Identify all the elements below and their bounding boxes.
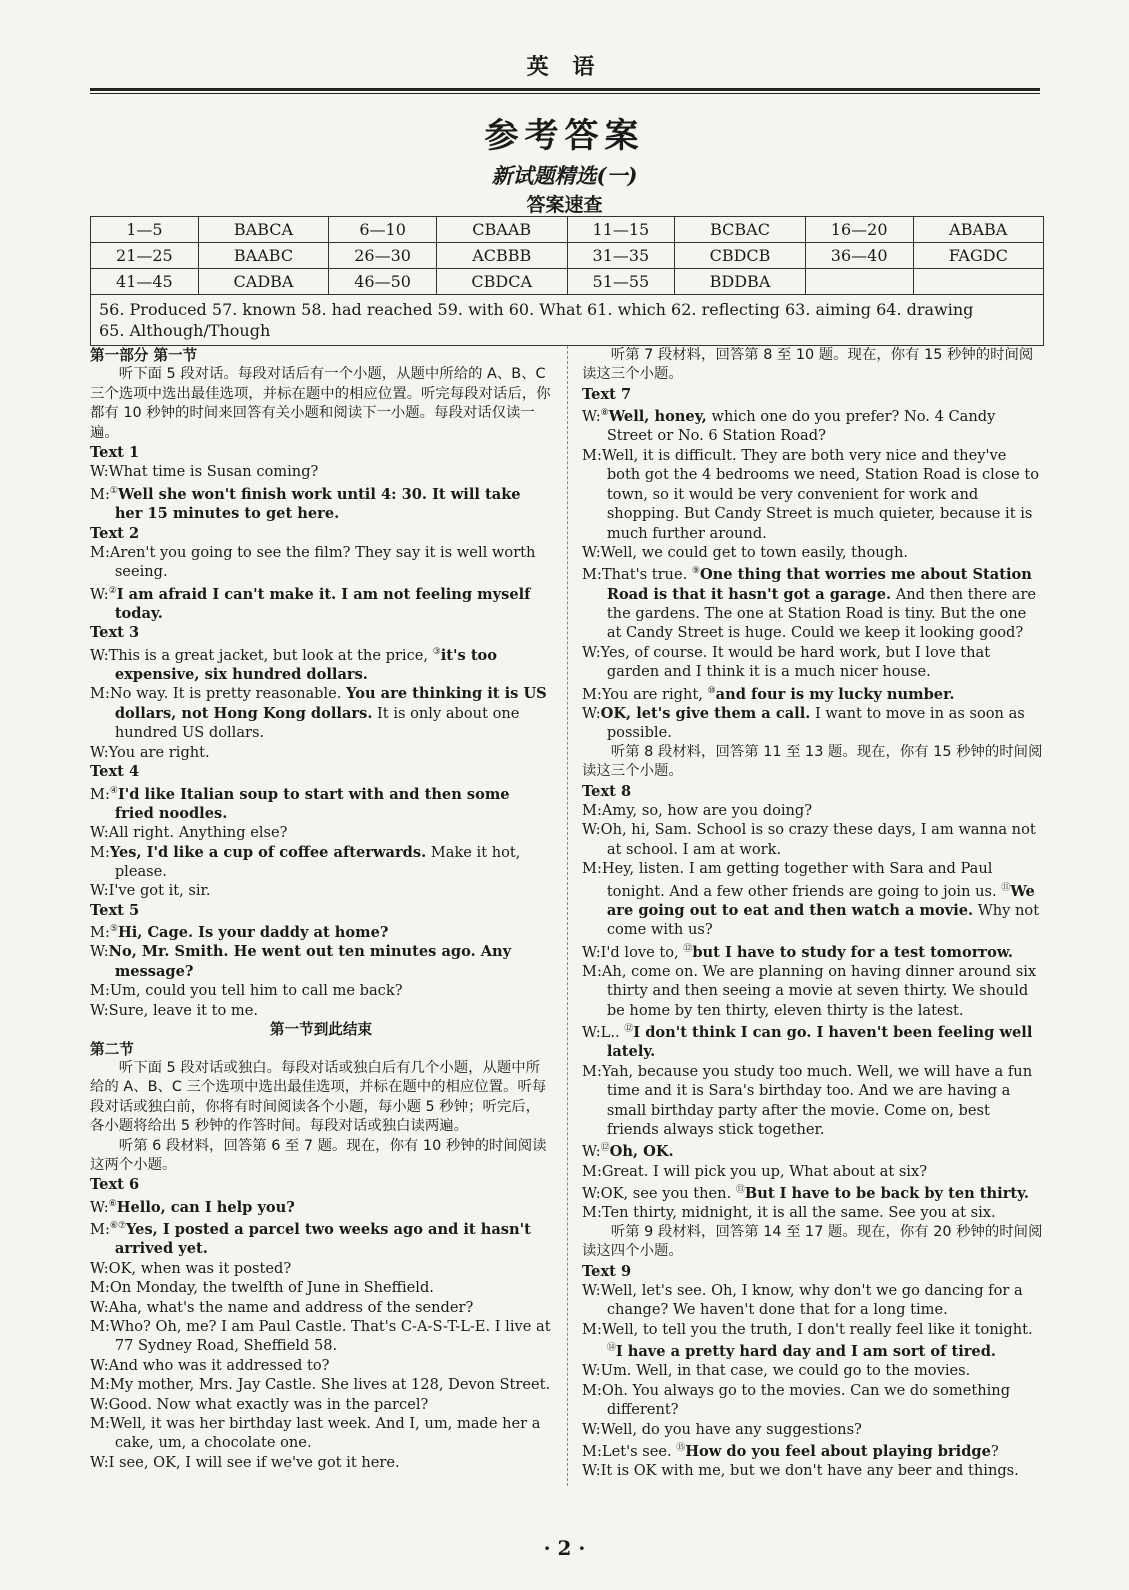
instruction-text: 听下面 5 段对话或独白。每段对话或独白后有几个小题，从题中所给的 A、B、C 三个选项中选出最佳选项，并标在题中的相应位置。听每段对话或独白前，你将有时间阅读各个小题，每小题 5 秒钟；听完后，各小题将给出 5 秒钟的作答时间。每段对话或独白读两遍。: [90, 1059, 547, 1135]
speaker-label: M:: [582, 446, 602, 464]
section-end-note: 第一节到此结束: [269, 1021, 373, 1039]
dialogue-line: [90, 643, 552, 685]
speaker-label: M:: [582, 566, 602, 584]
answer-key: BDDBA: [675, 269, 806, 295]
answer-range: 1—5: [91, 217, 199, 243]
answer-range: 36—40: [805, 243, 913, 269]
answer-key: [913, 269, 1043, 295]
section-subtitle: 新试题精选(一): [491, 163, 638, 188]
dialogue-line: [90, 881, 552, 900]
dialogue-line: [90, 1259, 552, 1278]
dialogue-text: which one do you prefer? No. 4 Candy Street or No. 6 Station Road?: [606, 408, 996, 445]
answer-range: 16—20: [805, 217, 913, 243]
dialogue-line: [582, 962, 1044, 1020]
speaker-label: W:: [582, 1281, 601, 1299]
dialogue-line: [582, 1139, 1044, 1161]
speaker-label: W:: [582, 543, 601, 561]
question-marker: ⑨: [691, 566, 700, 577]
dialogue-text: Great. I will pick you up, What about at six?: [601, 1162, 928, 1180]
dialogue-line: [582, 801, 1044, 820]
speaker-label: M:: [90, 485, 110, 503]
speaker-label: M:: [90, 1376, 110, 1394]
dialogue-text: Sure, leave it to me.: [108, 1001, 259, 1019]
dialogue-line: [90, 1395, 552, 1414]
answer-key: FAGDC: [913, 243, 1043, 269]
answer-range: 46—50: [329, 269, 437, 295]
dialogue-line: [90, 843, 552, 882]
dialogue-line: [582, 1439, 1044, 1461]
answer-evidence: Yes, I'd like a cup of coffee afterwards.: [109, 843, 427, 861]
speaker-label: W:: [90, 1001, 109, 1019]
dialogue-line: [90, 1278, 552, 1297]
dialogue-text: Well, let's see. Oh, I know, why don't we go dancing for a change? We haven't done that for a long time.: [600, 1281, 1023, 1319]
speaker-label: M:: [582, 1320, 602, 1338]
question-marker: ⑤: [109, 924, 118, 935]
quick-check-title: 答案速查: [526, 194, 603, 216]
text-heading: Text 8: [582, 782, 632, 800]
dialogue-text: L..: [600, 1023, 625, 1041]
dialogue-text: This is a great jacket, but look at the price,: [108, 646, 433, 664]
dialogue-text: ?: [990, 1442, 999, 1460]
answer-range: 21—25: [91, 243, 199, 269]
dialogue-text: OK, when was it posted?: [108, 1259, 292, 1277]
section-heading: 第二节: [90, 1040, 134, 1058]
dialogue-text: And then there are the gardens. The one at Station Road is tiny. But the one at Candy Street is huge. Could we keep it looking good?: [606, 585, 1037, 642]
fill-row: [91, 295, 1044, 346]
speaker-label: W:: [90, 585, 109, 603]
speaker-label: W:: [582, 821, 601, 839]
dialogue-text: My mother, Mrs. Jay Castle. She lives at 128, Devon Street.: [109, 1376, 551, 1394]
header-rule: [90, 88, 1040, 94]
answer-evidence: and four is my lucky number.: [715, 685, 955, 703]
answer-evidence: No, Mr. Smith. He went out ten minutes ago. Any message?: [108, 943, 512, 980]
text-heading: Text 1: [90, 444, 140, 462]
dialogue-text: Ten thirty, midnight, it is all the same. See you at six.: [601, 1204, 996, 1222]
dialogue-text: It is OK with me, but we don't have any beer and things.: [600, 1462, 1019, 1480]
column-divider: [567, 346, 568, 1486]
page-number: · 2 ·: [543, 1536, 586, 1560]
answer-evidence: Hello, can I help you?: [116, 1198, 295, 1216]
answer-range: 6—10: [329, 217, 437, 243]
text-heading: Text 5: [90, 901, 140, 919]
dialogue-line: [90, 981, 552, 1000]
speaker-label: W:: [90, 1298, 109, 1316]
speaker-label: W:: [582, 1143, 601, 1161]
dialogue-text: Oh. You always go to the movies. Can we do something different?: [601, 1381, 1011, 1419]
dialogue-line: [582, 1203, 1044, 1222]
question-marker: ⑥⑦: [109, 1221, 127, 1232]
dialogue-text: I've got it, sir.: [108, 882, 211, 900]
answer-row: [91, 269, 1044, 295]
answer-row: [91, 217, 1044, 243]
speaker-label: W:: [582, 1462, 601, 1480]
text-heading: Text 2: [90, 524, 140, 542]
dialogue-line: [90, 1217, 552, 1259]
section-heading: 第一部分 第一节: [90, 347, 198, 364]
speaker-label: M:: [90, 843, 110, 861]
answer-key: ABABA: [913, 217, 1043, 243]
text-heading: Text 6: [90, 1176, 140, 1194]
dialogue-line: [582, 859, 1044, 939]
dialogue-text: Ah, come on. We are planning on having dinner around six thirty and then seeing a movie at seven thirty. We should be home by ten thirty, eleven thirty is the latest.: [601, 962, 1037, 1019]
dialogue-line: [90, 823, 552, 842]
question-marker: ⑧: [600, 408, 609, 419]
question-marker: ⑭: [606, 1343, 616, 1354]
answer-key: BABCA: [198, 217, 328, 243]
speaker-label: W:: [582, 704, 601, 722]
answer-key: BAABC: [198, 243, 328, 269]
speaker-label: W:: [90, 1356, 109, 1374]
dialogue-text: Yah, because you study too much. Well, we will have a fun time and it is Sara's birthday too. And we are having a small birthday party after the movie. Come on, best friends always stick together.: [601, 1062, 1033, 1138]
answer-key: ACBBB: [436, 243, 567, 269]
dialogue-text: Yes, of course. It would be hard work, but I love that garden and I think it is a much nicer house.: [600, 643, 991, 681]
dialogue-line: [90, 1195, 552, 1217]
speaker-label: W:: [582, 1420, 601, 1438]
dialogue-line: [90, 684, 552, 742]
speaker-label: W:: [582, 1362, 601, 1380]
answer-evidence: I have a pretty hard day and I am sort of tired.: [615, 1343, 996, 1361]
dialogue-line: [90, 1453, 552, 1472]
dialogue-text: You are right,: [601, 685, 708, 703]
speaker-label: W:: [90, 1259, 109, 1277]
question-marker: ⑮: [676, 1443, 686, 1454]
instruction-text: 听第 8 段材料，回答第 11 至 13 题。现在，你有 15 秒钟的时间阅读这三个小题。: [582, 743, 1043, 780]
answer-evidence: but I have to study for a test tomorrow.: [692, 943, 1014, 961]
question-marker: ⑬: [735, 1185, 745, 1196]
question-marker: ②: [108, 585, 117, 596]
dialogue-text: Why not come with us?: [606, 901, 1040, 939]
dialogue-text: I want to move in as soon as possible.: [606, 704, 1025, 742]
fill-line: 56. Produced 57. known 58. had reached 59. with 60. What 61. which 62. reflecting 63. aiming 64. drawing: [99, 300, 974, 319]
answer-row: [91, 243, 1044, 269]
dialogue-text: I'd love to,: [600, 943, 684, 961]
dialogue-text: Um, could you tell him to call me back?: [109, 982, 403, 1000]
dialogue-line: [90, 582, 552, 624]
dialogue-line: [582, 1320, 1044, 1362]
speaker-label: M:: [582, 860, 602, 878]
speaker-label: M:: [582, 1062, 602, 1080]
speaker-label: M:: [90, 543, 110, 561]
dialogue-text: I see, OK, I will see if we've got it here.: [108, 1453, 400, 1471]
instruction-text: 听第 6 段材料，回答第 6 至 7 题。现在，你有 10 秒钟的时间阅读这两个小题。: [90, 1137, 547, 1173]
dialogue-line: [90, 543, 552, 582]
answer-evidence: We are going out to eat and then watch a movie.: [606, 882, 1035, 919]
dialogue-text: Well, it was her birthday last week. And I, um, made her a cake, um, a chocolate one.: [109, 1414, 541, 1452]
dialogue-text: Make it hot, please.: [114, 843, 521, 880]
question-marker: ⑫: [600, 1143, 610, 1154]
fill-line: 65. Although/Though: [99, 321, 271, 340]
answer-evidence: You are thinking it is US dollars, not Hong Kong dollars.: [114, 685, 547, 722]
dialogue-line: [582, 1381, 1044, 1420]
answer-key: CBAAB: [436, 217, 567, 243]
text-heading: Text 7: [582, 385, 632, 403]
dialogue-text: Well, we could get to town easily, though.: [600, 543, 909, 561]
answer-range: 11—15: [567, 217, 675, 243]
dialogue-line: [90, 942, 552, 981]
dialogue-line: [582, 1281, 1044, 1320]
dialogue-text: Well, it is difficult. They are both very nice and they've both got the 4 bedrooms we need, Station Road is close to town, so it would be very convenient for work and shopping. But Candy Street is much quieter, because it is much further around.: [601, 446, 1040, 542]
answer-evidence: I don't think I can go. I haven't been feeling well lately.: [606, 1023, 1033, 1061]
answer-range: 26—30: [329, 243, 437, 269]
answer-evidence: Yes, I posted a parcel two weeks ago and it hasn't arrived yet.: [114, 1220, 531, 1258]
dialogue-line: [582, 1361, 1044, 1380]
answer-evidence: One thing that worries me about Station Road is that it hasn't got a garage.: [606, 566, 1032, 603]
text-heading: Text 4: [90, 763, 140, 781]
instruction-text: 听第 9 段材料，回答第 14 至 17 题。现在，你有 20 秒钟的时间阅读这四个小题。: [582, 1223, 1043, 1260]
question-marker: ④: [109, 785, 118, 796]
question-marker: ⑥: [108, 1198, 117, 1209]
content-columns: [90, 346, 1044, 1496]
answer-range: 31—35: [567, 243, 675, 269]
question-marker: ⑩: [707, 685, 716, 696]
question-marker: ⑪: [1001, 882, 1011, 893]
answer-evidence: Oh, OK.: [609, 1143, 674, 1161]
answer-evidence: OK, let's give them a call.: [600, 704, 811, 722]
answer-evidence: I am afraid I can't make it. I am not feeling myself today.: [114, 585, 531, 622]
dialogue-line: [90, 482, 552, 524]
speaker-label: W:: [90, 1198, 109, 1216]
speaker-label: W:: [90, 1395, 109, 1413]
speaker-label: W:: [90, 824, 109, 842]
dialogue-line: [582, 682, 1044, 704]
speaker-label: W:: [90, 882, 109, 900]
dialogue-line: [582, 1181, 1044, 1203]
answer-evidence: it's too expensive, six hundred dollars.: [114, 646, 498, 684]
dialogue-text: Hey, listen. I am getting together with Sara and Paul tonight. And a few other friends are going to join us.: [601, 860, 1002, 900]
answer-evidence: But I have to be back by ten thirty.: [744, 1184, 1030, 1202]
question-marker: ⑫: [624, 1024, 634, 1035]
dialogue-line: [582, 562, 1044, 642]
speaker-label: M:: [90, 1279, 110, 1297]
speaker-label: M:: [582, 1381, 602, 1399]
speaker-label: M:: [90, 924, 110, 942]
dialogue-text: Aha, what's the name and address of the sender?: [108, 1298, 474, 1316]
dialogue-line: [90, 1414, 552, 1453]
speaker-label: M:: [90, 785, 110, 803]
answer-key: CBDCA: [436, 269, 567, 295]
dialogue-text: It is only about one hundred US dollars.: [114, 704, 520, 742]
dialogue-text: And who was it addressed to?: [108, 1356, 330, 1374]
speaker-label: M:: [582, 801, 602, 819]
left-column: [90, 346, 552, 1472]
dialogue-line: [90, 1375, 552, 1394]
dialogue-line: [582, 940, 1044, 962]
answer-evidence: I'd like Italian soup to start with and then some fried noodles.: [114, 785, 510, 822]
right-column: [582, 346, 1044, 1481]
answer-range: 51—55: [567, 269, 675, 295]
dialogue-text: That's true.: [601, 566, 692, 584]
speaker-label: W:: [90, 743, 109, 761]
question-marker: ①: [109, 485, 118, 496]
dialogue-line: [582, 820, 1044, 859]
text-heading: Text 3: [90, 624, 140, 642]
dialogue-text: Well, to tell you the truth, I don't really feel like it tonight.: [601, 1320, 1033, 1338]
speaker-label: M:: [582, 685, 602, 703]
dialogue-text: Let's see.: [601, 1442, 677, 1460]
speaker-label: W:: [582, 408, 601, 426]
fill-answers: [91, 295, 1044, 346]
answer-key: BCBAC: [675, 217, 806, 243]
dialogue-text: No way. It is pretty reasonable.: [109, 685, 347, 703]
subject-header: 英 语: [526, 54, 603, 80]
dialogue-line: [90, 782, 552, 824]
dialogue-line: [90, 743, 552, 762]
answer-evidence: Well, honey,: [608, 408, 707, 426]
speaker-label: W:: [90, 646, 109, 664]
question-marker: ③: [432, 646, 441, 657]
dialogue-line: [90, 462, 552, 481]
speaker-label: W:: [582, 1184, 601, 1202]
speaker-label: W:: [582, 943, 601, 961]
dialogue-text: Amy, so, how are you doing?: [601, 801, 813, 819]
speaker-label: W:: [90, 1453, 109, 1471]
question-marker: ⑫: [683, 943, 693, 954]
dialogue-line: [582, 1020, 1044, 1062]
answer-key: CADBA: [198, 269, 328, 295]
speaker-label: M:: [582, 1442, 602, 1460]
dialogue-line: [582, 1420, 1044, 1439]
page-title: 参考答案: [484, 116, 645, 156]
dialogue-text: You are right.: [108, 743, 210, 761]
dialogue-line: [90, 1001, 552, 1020]
speaker-label: W:: [90, 463, 109, 481]
dialogue-text: Good. Now what exactly was in the parcel?: [108, 1395, 429, 1413]
instruction-text: 听第 7 段材料，回答第 8 至 10 题。现在，你有 15 秒钟的时间阅读这三个小题。: [582, 347, 1034, 383]
instruction-text: 听下面 5 段对话。每段对话后有一个小题，从题中所给的 A、B、C 三个选项中选出最佳选项，并标在题中的相应位置。听完每段对话后，你都有 10 秒钟的时间来回答有关小题和阅读下一小题。每段对话仅读一遍。: [90, 366, 551, 441]
answer-evidence: Well she won't finish work until 4: 30. It will take her 15 minutes to get here.: [114, 485, 521, 523]
dialogue-line: [90, 1298, 552, 1317]
dialogue-line: [582, 1461, 1044, 1480]
speaker-label: W:: [582, 643, 601, 661]
dialogue-text: OK, see you then.: [600, 1184, 736, 1202]
dialogue-text: Oh, hi, Sam. School is so crazy these days, I am wanna not at school. I am at work.: [600, 821, 1036, 858]
dialogue-text: All right. Anything else?: [108, 824, 288, 842]
dialogue-line: [582, 404, 1044, 446]
dialogue-line: [90, 1317, 552, 1356]
dialogue-text: Um. Well, in that case, we could go to the movies.: [600, 1362, 971, 1380]
dialogue-line: [582, 1062, 1044, 1140]
speaker-label: M:: [582, 962, 602, 980]
dialogue-line: [582, 446, 1044, 543]
answer-evidence: How do you feel about playing bridge: [685, 1442, 991, 1460]
speaker-label: M:: [90, 1317, 110, 1335]
speaker-label: M:: [90, 1220, 110, 1238]
dialogue-text: Who? Oh, me? I am Paul Castle. That's C-A-S-T-L-E. I live at 77 Sydney Road, Sheffield 58.: [109, 1317, 551, 1355]
speaker-label: M:: [582, 1204, 602, 1222]
answer-range: 41—45: [91, 269, 199, 295]
speaker-label: M:: [90, 982, 110, 1000]
answer-key: CBDCB: [675, 243, 806, 269]
dialogue-text: Well, do you have any suggestions?: [600, 1420, 862, 1438]
dialogue-line: [582, 1162, 1044, 1181]
text-heading: Text 9: [582, 1262, 632, 1280]
speaker-label: M:: [582, 1162, 602, 1180]
speaker-label: M:: [90, 685, 110, 703]
answer-range: [805, 269, 913, 295]
dialogue-text: Aren't you going to see the film? They say it is well worth seeing.: [109, 543, 536, 581]
speaker-label: W:: [582, 1023, 601, 1041]
dialogue-line: [582, 543, 1044, 562]
dialogue-line: [90, 920, 552, 942]
dialogue-text: What time is Susan coming?: [108, 463, 319, 481]
speaker-label: W:: [90, 943, 109, 961]
speaker-label: M:: [90, 1414, 110, 1432]
dialogue-line: [582, 704, 1044, 743]
dialogue-line: [582, 643, 1044, 682]
dialogue-line: [90, 1356, 552, 1375]
answer-table: [90, 216, 1044, 346]
answer-evidence: Hi, Cage. Is your daddy at home?: [117, 924, 389, 942]
dialogue-text: On Monday, the twelfth of June in Sheffield.: [109, 1279, 434, 1297]
